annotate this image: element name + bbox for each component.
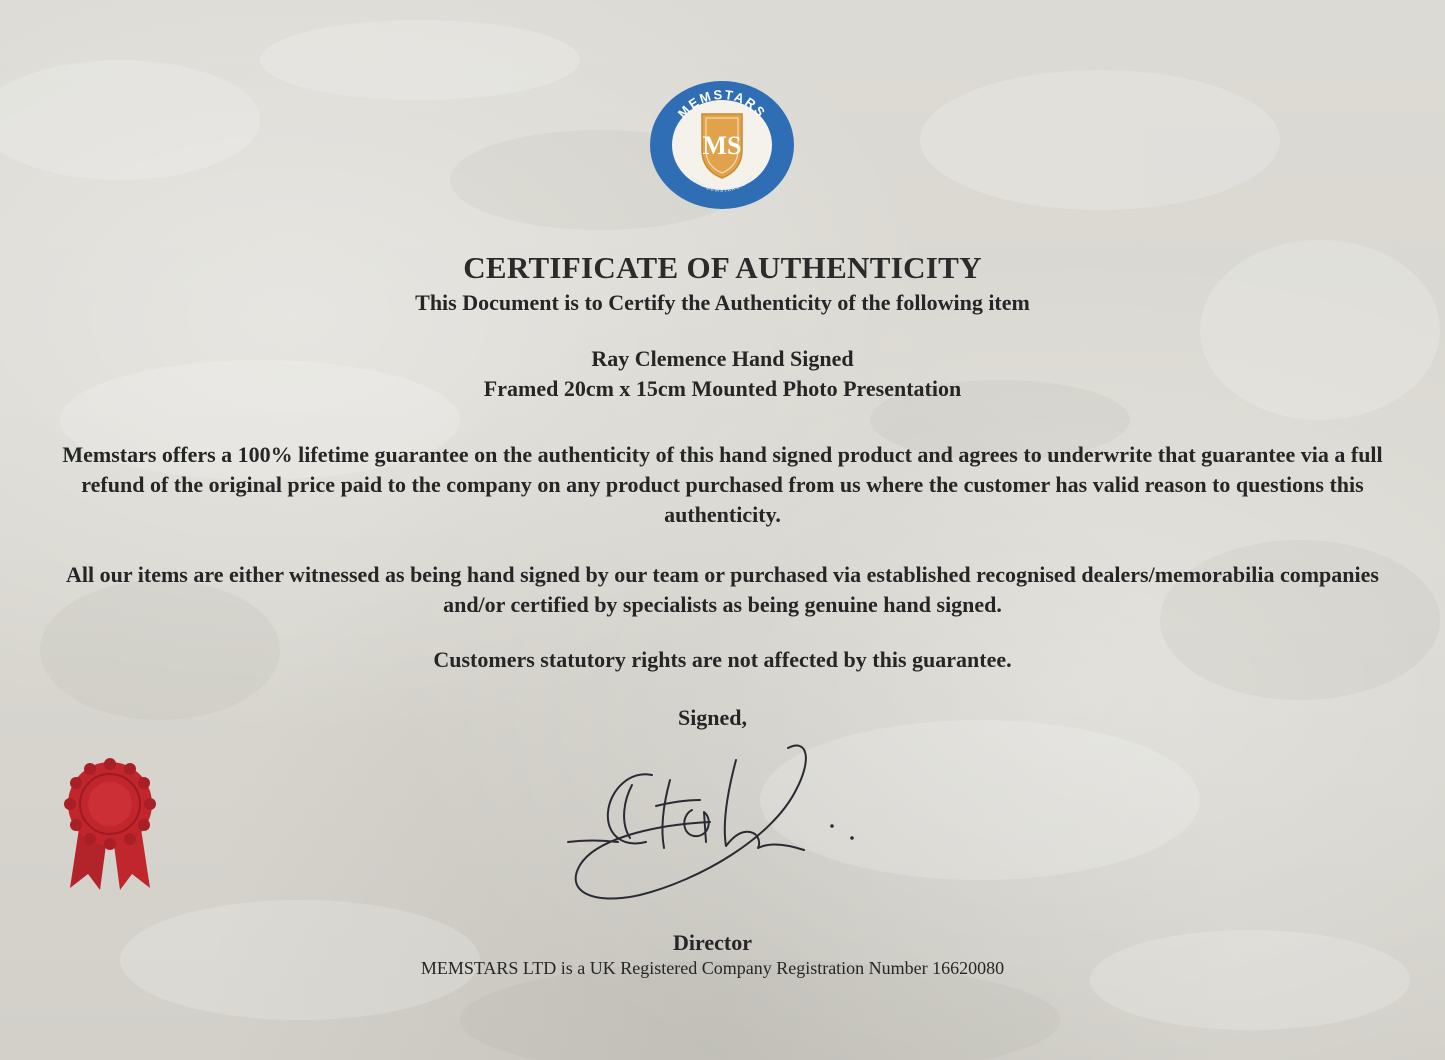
rosette-seal-icon bbox=[58, 758, 162, 894]
certificate-subtitle: This Document is to Certify the Authenticity of the following item bbox=[415, 290, 1030, 315]
logo-monogram: MS bbox=[702, 131, 742, 160]
sourcing-paragraph: All our items are either witnessed as being hand signed by our team or purchased via established recognised dealers/memorabilia companies and/or certified by specialists as being genuine hand signed. bbox=[66, 562, 1379, 617]
company-registration: MEMSTARS LTD is a UK Registered Company Registration Number 16620080 bbox=[420, 958, 1005, 978]
guarantee-paragraph: Memstars offers a 100% lifetime guarantee on the authenticity of this hand signed product and agrees to underwrite that guarantee via a full refund of the original price paid to the company on any product purchased from us where the customer has valid reason to questions this authenticity. bbox=[62, 442, 1383, 527]
item-name: Ray Clemence Hand Signed bbox=[591, 346, 854, 371]
logo-ring-text: MEMSTARS bbox=[674, 86, 770, 121]
director-signature bbox=[560, 730, 870, 910]
signatory-title: Director bbox=[673, 930, 752, 955]
logo-url-text: WWW.MEMSTARS.COM bbox=[688, 174, 756, 195]
statutory-note: Customers statutory rights are not affected by this guarantee. bbox=[433, 647, 1012, 672]
item-description: Framed 20cm x 15cm Mounted Photo Presentation bbox=[483, 376, 962, 401]
memstars-logo bbox=[650, 80, 794, 210]
certificate-title: CERTIFICATE OF AUTHENTICITY bbox=[463, 250, 982, 285]
signed-label: Signed, bbox=[677, 705, 748, 730]
